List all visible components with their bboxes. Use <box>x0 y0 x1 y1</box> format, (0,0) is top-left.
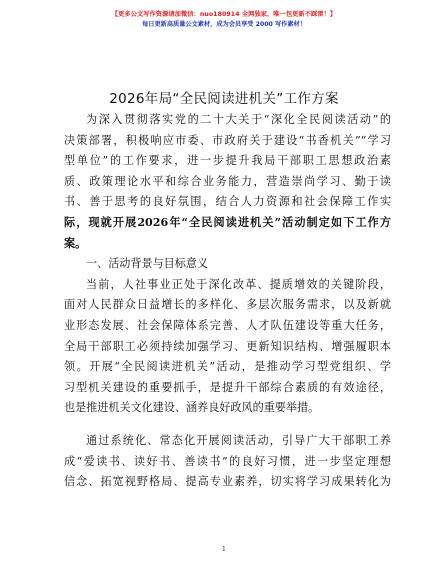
section-heading: 一、活动背景与目标意义 <box>86 257 209 271</box>
promo-banner-line-2: 每日更新高质量公文素材，成为会员享受 2000 写作素材！ <box>142 21 306 28</box>
paragraph-line: 习型机关建设的重要抓手，是提升干部综合素质的有效途径， <box>64 380 391 394</box>
document-title: 2026年局“全民阅读进机关”工作方案 <box>109 91 339 107</box>
intro-line: 为深入贯彻落实党的二十大关于“深化全民阅读活动”的 <box>86 113 391 126</box>
intro-line: 决策部署，积极响应市委、市政府关于建设“书香机关”“学习 <box>64 133 391 147</box>
document-body <box>64 110 391 493</box>
paragraph-line: 信念、拓宽视野格局、提高专业素养，切实将学习成果转化为 <box>64 475 391 489</box>
intro-line: 案。 <box>64 236 87 250</box>
paragraph-line: 全局干部职工必须持续加强学习、更新知识结构、增强履职本 <box>64 339 391 353</box>
paragraph-line: 面对人民群众日益增长的多样化、多层次服务需求，以及新就 <box>64 298 391 312</box>
promo-banner-line-1: 【更多公文写作资源请加微信：nuo180914 全网独家，唯一包更新不踩雷！】 <box>111 11 337 18</box>
paragraph-line: 通过系统化、常态化开展阅读活动，引导广大干部职工养 <box>86 433 391 447</box>
paragraph-line: 业形态发展、社会保障体系完善、人才队伍建设等重大任务， <box>64 318 391 332</box>
page-number: 1 <box>221 545 227 553</box>
intro-line: 际，现就开展2026年“全民阅读进机关”活动制定如下工作方 <box>64 215 391 229</box>
intro-line: 型单位”的工作要求，进一步提升我局干部职工思想政治素 <box>64 154 391 168</box>
intro-line: 质、政策理论水平和综合业务能力，营造崇尚学习、勤于读 <box>64 174 391 188</box>
paragraph-line: 成“爱读书、读好书、善读书”的良好习惯，进一步坚定理想 <box>64 454 391 468</box>
paragraph-line: 当前，人社事业正处于深化改革、提质增效的关键阶段， <box>86 277 391 291</box>
paragraph-line: 领。开展“全民阅读进机关”活动，是推动学习型党组织、学 <box>64 360 391 374</box>
intro-line: 书、善于思考的良好氛围，结合人力资源和社会保障工作实 <box>64 195 391 209</box>
paragraph-line: 也是推进机关文化建设、涵养良好政风的重要举措。 <box>64 401 320 415</box>
